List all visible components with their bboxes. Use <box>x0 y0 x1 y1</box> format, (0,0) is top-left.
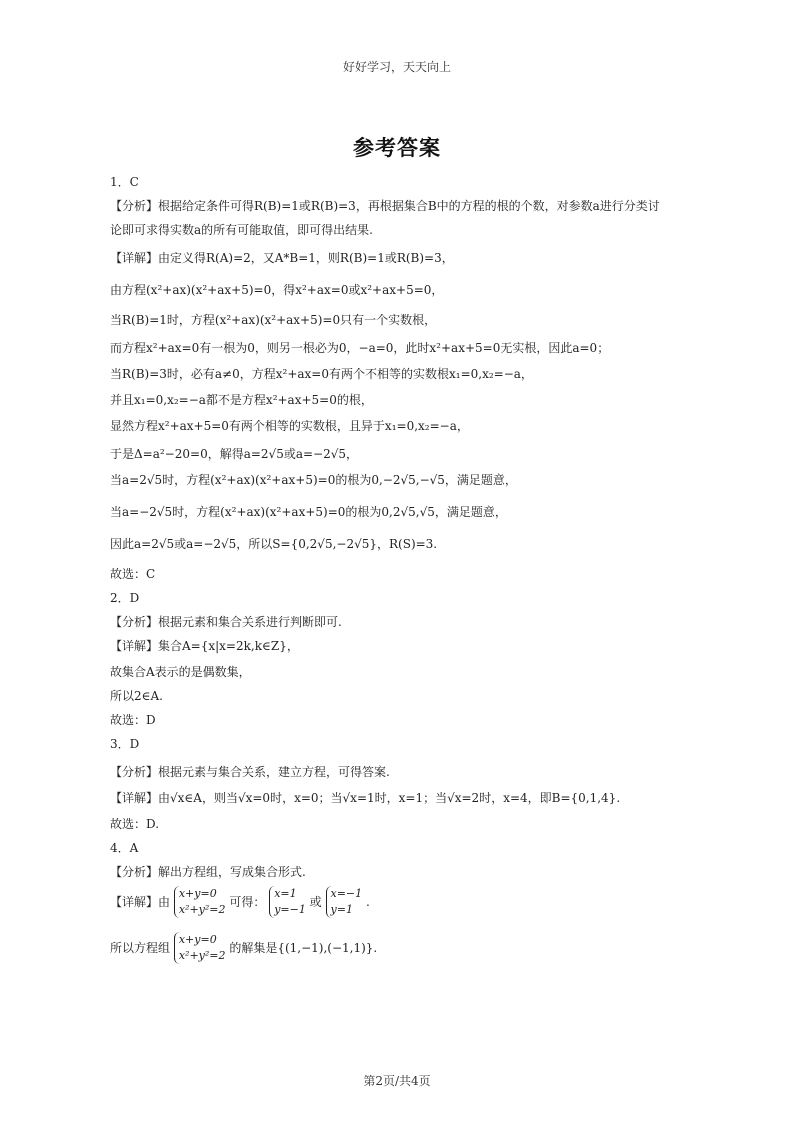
equation-2: x²+y²=2 <box>178 903 226 916</box>
page-title: 参考答案 <box>353 135 441 160</box>
solution-2-y: y=1 <box>330 903 353 916</box>
q1-detail-line4: 而方程x²+ax=0有一根为0，则另一根必为0，−a=0，此时x²+ax+5=0无实根，因此a=0； <box>110 341 610 355</box>
q1-analysis-line2: 论即可求得实数a的所有可能取值，即可得出结果. <box>110 223 373 237</box>
q1-detail-line10: 当a=−2√5时，方程(x²+ax)(x²+ax+5)=0的根为0,2√5,√5，满足题意， <box>110 505 507 519</box>
q4-detail <box>110 886 370 918</box>
q1-detail-line7: 显然方程x²+ax+5=0有两个相等的实数根，且异于x₁=0,x₂=−a， <box>110 419 469 433</box>
q4-detail-or: 或 <box>309 895 322 909</box>
solution-1-y: y=−1 <box>274 903 306 916</box>
q3-choice: 故选：D. <box>110 817 160 831</box>
equation-2: x²+y²=2 <box>178 949 226 962</box>
solution-2-x: x=−1 <box>330 887 363 900</box>
q4-detail-prefix: 【详解】由 <box>110 895 171 909</box>
q1-analysis-line1: 【分析】根据给定条件可得R(B)=1或R(B)=3，再根据集合B中的方程的根的个数，对参数a进行分类讨 <box>110 199 660 213</box>
q4-analysis: 【分析】解出方程组，写成集合形式. <box>110 865 306 879</box>
q1-detail-line3: 当R(B)=1时，方程(x²+ax)(x²+ax+5)=0只有一个实数根， <box>110 313 437 327</box>
q4-answer: 4．A <box>110 841 139 855</box>
solution-1 <box>269 886 306 918</box>
equation-1: x+y=0 <box>178 887 217 900</box>
q1-detail-line2: 由方程(x²+ax)(x²+ax+5)=0，得x²+ax=0或x²+ax+5=0， <box>110 283 444 297</box>
q2-detail-line1: 【详解】集合A={x|x=2k,k∈Z}， <box>110 639 299 653</box>
q1-detail-line11: 因此a=2√5或a=−2√5，所以S={0,2√5,−2√5}，R(S)=3. <box>110 537 438 551</box>
q3-detail: 【详解】由√x∈A，则当√x=0时，x=0；当√x=1时，x=1；当√x=2时，x=4，即B={0,1,4}. <box>110 791 621 805</box>
q4-conclusion-suffix: 的解集是{(1,−1),(−1,1)}. <box>229 941 378 955</box>
q4-conclusion-prefix: 所以方程组 <box>110 941 171 955</box>
equation-system <box>174 886 226 918</box>
q2-detail-line2: 故集合A表示的是偶数集， <box>110 665 251 679</box>
q1-detail-line1: 【详解】由定义得R(A)=2，又A*B=1，则R(B)=1或R(B)=3， <box>110 251 454 265</box>
q3-analysis: 【分析】根据元素与集合关系，建立方程，可得答案. <box>110 765 390 779</box>
q1-detail-line6: 并且x₁=0,x₂=−a都不是方程x²+ax+5=0的根， <box>110 393 373 407</box>
q2-detail-line3: 所以2∈A. <box>110 689 163 703</box>
q1-answer: 1．C <box>110 175 139 189</box>
page-footer: 第2页/共4页 <box>363 1074 431 1088</box>
q4-conclusion <box>110 932 377 964</box>
page-header: 好好学习，天天向上 <box>342 60 451 74</box>
solution-2 <box>326 886 363 918</box>
solution-1-x: x=1 <box>274 887 297 900</box>
q2-answer: 2．D <box>110 591 140 605</box>
q4-detail-mid: 可得： <box>229 895 266 909</box>
q2-choice: 故选：D <box>110 713 156 727</box>
q4-detail-end: . <box>365 895 370 909</box>
q2-analysis: 【分析】根据元素和集合关系进行判断即可. <box>110 615 342 629</box>
q3-answer: 3．D <box>110 737 140 751</box>
equation-1: x+y=0 <box>178 933 217 946</box>
q1-detail-line8: 于是Δ=a²−20=0，解得a=2√5或a=−2√5， <box>110 447 359 461</box>
q1-detail-line5: 当R(B)=3时，必有a≠0，方程x²+ax=0有两个不相等的实数根x₁=0,x₂=−a， <box>110 367 533 381</box>
q1-detail-line9: 当a=2√5时，方程(x²+ax)(x²+ax+5)=0的根为0,−2√5,−√5，满足题意， <box>110 473 517 487</box>
q1-choice: 故选：C <box>110 567 156 581</box>
equation-system <box>174 932 226 964</box>
